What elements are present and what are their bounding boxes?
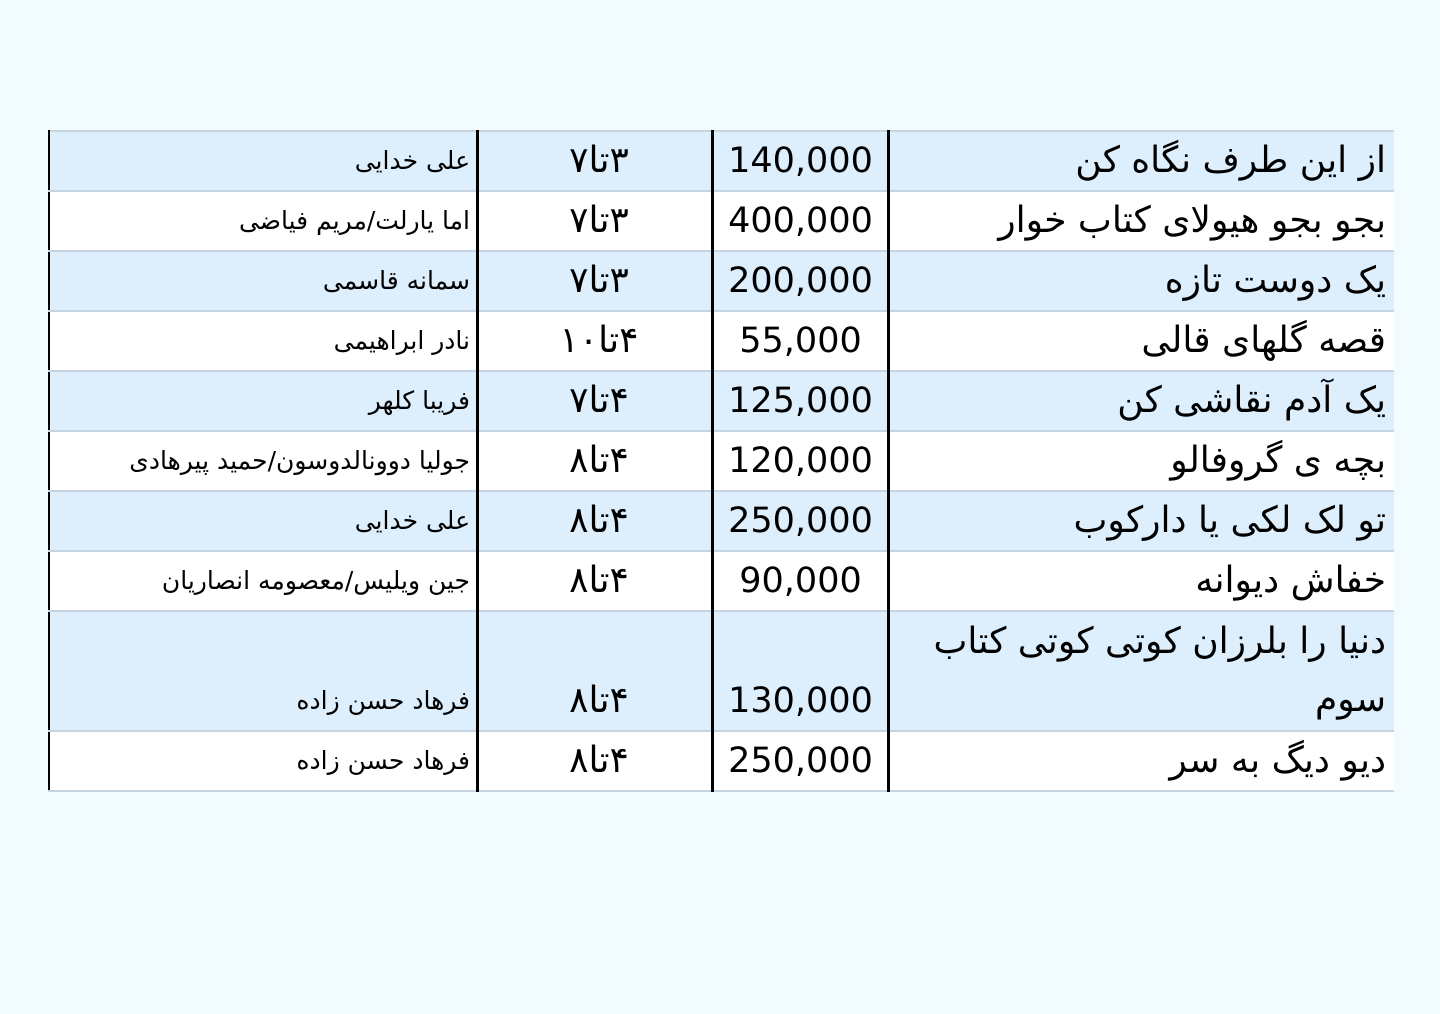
- table-row: [49, 311, 1394, 371]
- book-author: فرهاد حسن زاده: [49, 731, 478, 791]
- book-price: 200,000: [713, 251, 889, 311]
- table-row: [49, 191, 1394, 251]
- age-range: ۴تا۸: [478, 731, 713, 791]
- book-author: جین ویلیس/معصومه انصاریان: [49, 551, 478, 611]
- table-row: [49, 371, 1394, 431]
- table-row: [49, 491, 1394, 551]
- book-title: قصه گلهای قالی: [889, 311, 1395, 371]
- book-author: علی خدایی: [49, 491, 478, 551]
- book-price-table: [48, 130, 1394, 792]
- book-price: 90,000: [713, 551, 889, 611]
- book-author: سمانه قاسمی: [49, 251, 478, 311]
- table-row: [49, 551, 1394, 611]
- book-price: 400,000: [713, 191, 889, 251]
- age-range: ۴تا۸: [478, 611, 713, 731]
- book-price: 250,000: [713, 491, 889, 551]
- book-price: 140,000: [713, 131, 889, 191]
- book-title: یک دوست تازه: [889, 251, 1395, 311]
- book-price: 125,000: [713, 371, 889, 431]
- book-author: نادر ابراهیمی: [49, 311, 478, 371]
- age-range: ۴تا۷: [478, 371, 713, 431]
- book-title: دیو دیگ به سر: [889, 731, 1395, 791]
- age-range: ۴تا۸: [478, 491, 713, 551]
- book-title: تو لک لکی یا دارکوب: [889, 491, 1395, 551]
- book-price: 130,000: [713, 611, 889, 731]
- age-range: ۳تا۷: [478, 191, 713, 251]
- age-range: ۴تا۸: [478, 431, 713, 491]
- book-author: علی خدایی: [49, 131, 478, 191]
- table-row: [49, 731, 1394, 791]
- book-title: بچه ی گروفالو: [889, 431, 1395, 491]
- book-author: فرهاد حسن زاده: [49, 611, 478, 731]
- table-row: [49, 251, 1394, 311]
- age-range: ۴تا۱۰: [478, 311, 713, 371]
- book-author: فریبا کلهر: [49, 371, 478, 431]
- age-range: ۳تا۷: [478, 131, 713, 191]
- book-title: یک آدم نقاشی کن: [889, 371, 1395, 431]
- book-title: دنیا را بلرزان کوتی کوتی کتاب سوم: [889, 611, 1395, 731]
- book-author: جولیا دوونالدوسون/حمید پیرهادی: [49, 431, 478, 491]
- age-range: ۴تا۸: [478, 551, 713, 611]
- table-row: [49, 131, 1394, 191]
- age-range: ۳تا۷: [478, 251, 713, 311]
- book-title: خفاش دیوانه: [889, 551, 1395, 611]
- book-price: 55,000: [713, 311, 889, 371]
- table-row: [49, 611, 1394, 731]
- book-author: اما یارلت/مریم فیاضی: [49, 191, 478, 251]
- book-title: بجو بجو هیولای کتاب خوار: [889, 191, 1395, 251]
- book-price: 250,000: [713, 731, 889, 791]
- table-row: [49, 431, 1394, 491]
- book-price: 120,000: [713, 431, 889, 491]
- book-title: از این طرف نگاه کن: [889, 131, 1395, 191]
